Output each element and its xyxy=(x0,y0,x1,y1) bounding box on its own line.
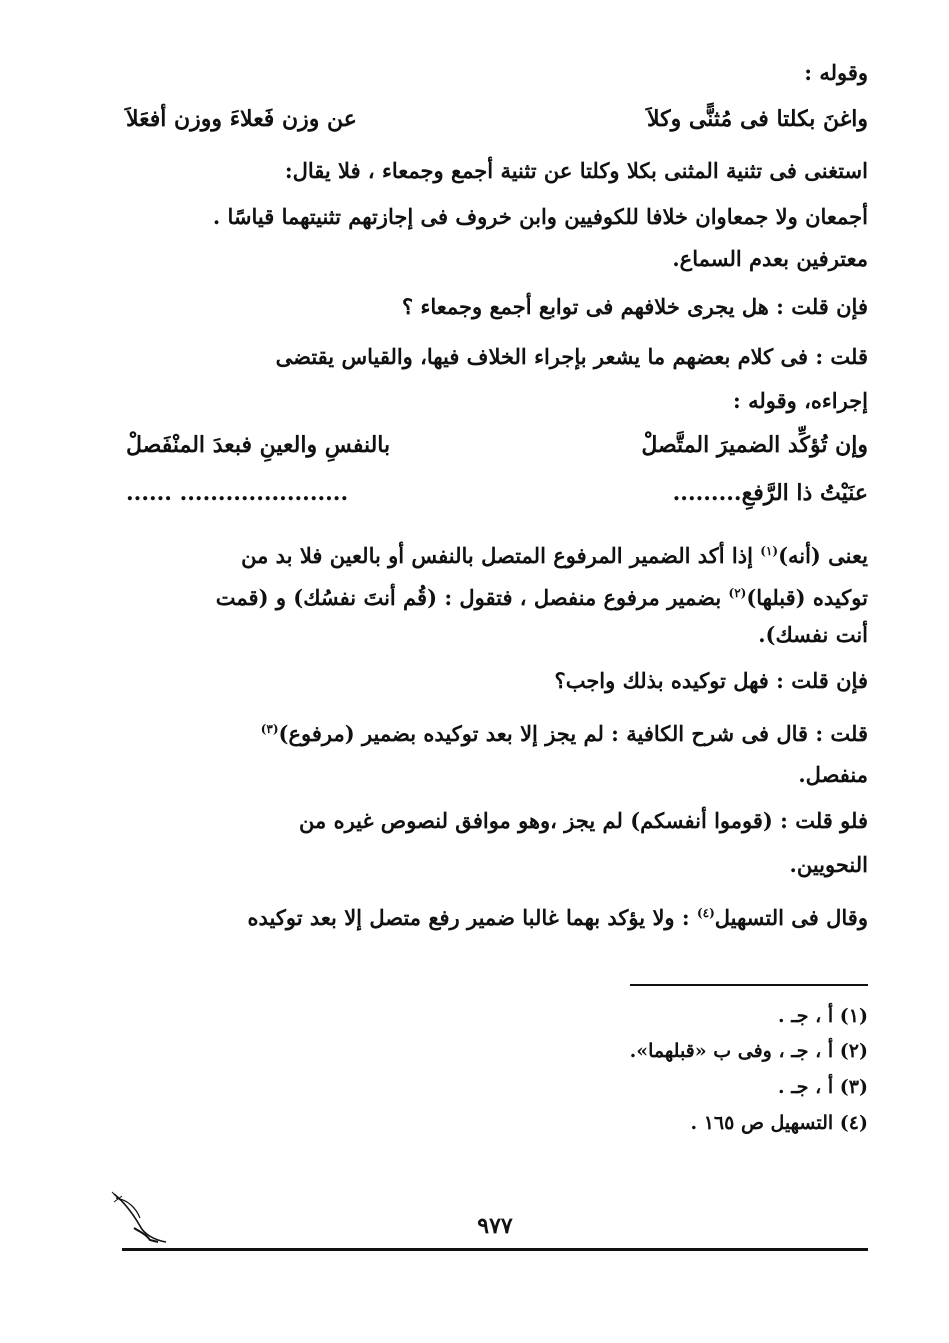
text-run: توكيده (قبلها) xyxy=(746,585,868,610)
text-line: فلو قلت : (قوموا أنفسكم) لم يجز ،وهو موافق لنصوص غيره من xyxy=(299,808,868,833)
footnote: (٣) أ ، جـ . xyxy=(777,1076,868,1098)
text-run: إذا أكد الضمير المرفوع المتصل بالنفس أو بالعين فلا بد من xyxy=(241,543,761,568)
text-line: قلت : فى كلام بعضهم ما يشعر بإجراء الخلاف فيها، والقياس يقتضى xyxy=(275,344,868,369)
text-run: وقال فى التسهيل xyxy=(714,905,868,930)
text-run: : ولا يؤكد بهما غالبا ضمير رفع متصل إلا بعد توكيده xyxy=(247,905,697,930)
verse-hemistich: ...................... ...... xyxy=(126,480,349,506)
bottom-rule xyxy=(122,1248,868,1251)
verse-hemistich: بالنفسِ والعينِ فبعدَ المنْفَصلْ xyxy=(126,432,391,458)
verse-hemistich: واغنَ بكلتا فى مُثنًّى وكلاَ xyxy=(647,106,868,132)
text-run: بضمير مرفوع منفصل ، فتقول : (قُم أنتَ نفسُك) و (قمت xyxy=(215,585,729,610)
text-line xyxy=(122,578,868,613)
footnote: (٢) أ ، جـ ، وفى ب «قبلهما». xyxy=(629,1040,868,1062)
text-line: وقوله : xyxy=(804,60,868,85)
footnote-ref: (١) xyxy=(760,544,779,558)
text-run: قلت : قال فى شرح الكافية : لم يجز إلا بعد توكيده بضمير (مرفوع) xyxy=(278,721,868,746)
page-number: ٩٧٧ xyxy=(477,1213,513,1239)
quill-pen-icon xyxy=(110,1188,170,1248)
text-line: استغنى فى تثنية المثنى بكلا وكلتا عن تثنية أجمع وجمعاء ، فلا يقال: xyxy=(284,158,868,183)
text-line: أجمعان ولا جمعاوان خلافا للكوفيين وابن خروف فى إجازتهم تثنيتهما قياسًا . xyxy=(212,204,868,229)
footnote-divider xyxy=(630,984,868,986)
text-line xyxy=(122,714,868,749)
footnote-ref: (٣) xyxy=(260,722,279,736)
footnote-ref: (٢) xyxy=(728,586,747,600)
verse-hemistich: عنَيْتُ ذا الرَّفعِ......... xyxy=(672,480,868,506)
text-line xyxy=(122,536,868,571)
text-line: معترفين بعدم السماع. xyxy=(672,246,868,271)
text-line: النحويين. xyxy=(789,852,868,877)
text-line: فإن قلت : فهل توكيده بذلك واجب؟ xyxy=(554,668,868,693)
text-line: إجراءه، وقوله : xyxy=(733,388,868,413)
footnote: (٤) التسهيل ص ١٦٥ . xyxy=(690,1112,868,1134)
text-run: يعنى (أنه) xyxy=(778,543,868,568)
footnote-ref: (٤) xyxy=(696,906,715,920)
text-line: أنت نفسك). xyxy=(758,622,868,647)
footnote: (١) أ ، جـ . xyxy=(777,1005,868,1027)
text-line: منفصل. xyxy=(798,762,868,787)
text-line xyxy=(122,898,868,933)
document-page xyxy=(122,50,868,1330)
verse-hemistich: عن وزن فَعلاءَ ووزن أفعَلاَ xyxy=(126,106,357,132)
verse-hemistich: وإن تُؤكِّد الضميرَ المتَّصلْ xyxy=(641,432,868,458)
text-line: فإن قلت : هل يجرى خلافهم فى توابع أجمع وجمعاء ؟ xyxy=(402,294,868,319)
